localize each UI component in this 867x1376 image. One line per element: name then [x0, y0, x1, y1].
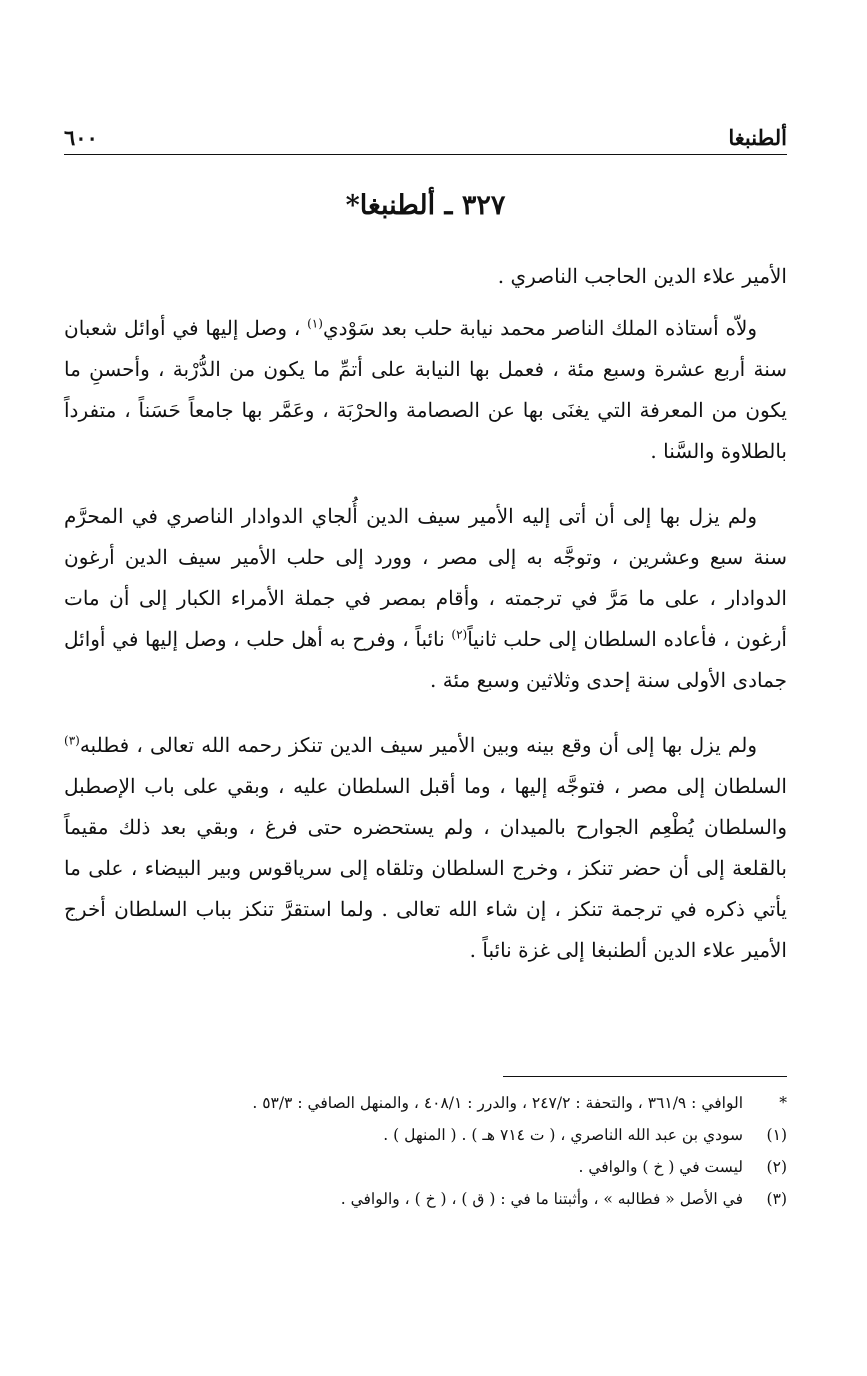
paragraph-2 [64, 496, 787, 701]
running-title: ألطنبغا [728, 125, 787, 150]
entry-title: ٣٢٧ ـ ألطنبغا* [345, 190, 506, 221]
footnote-mark: (١) [766, 1126, 787, 1144]
footnote-mark: (٢) [766, 1158, 787, 1176]
footnote-mark: (٣) [766, 1190, 787, 1208]
paragraph-3 [64, 725, 787, 971]
footnote-text: ليست في ( خ ) والوافي . [578, 1158, 743, 1176]
footnote-text: الوافي : ٣٦١/٩ ، والتحفة : ٢٤٧/٢ ، والدرر : ٤٠٨/١ ، والمنهل الصافي : ٥٣/٣ . [252, 1094, 743, 1112]
footnote-mark: * [779, 1094, 787, 1112]
footnote-ref-3[interactable]: (٣) [64, 733, 80, 748]
entry-body [64, 256, 787, 995]
entry-intro: الأمير علاء الدين الحاجب الناصري . [497, 264, 787, 288]
footnotes-divider [503, 1076, 787, 1077]
footnote-ref-2[interactable]: (٢) [451, 627, 468, 642]
running-header [64, 116, 787, 150]
paragraph-3-text-a: ولم يزل بها إلى أن وقع بينه وبين الأمير سيف الدين تنكز رحمه الله تعالى ، فطلبه [79, 733, 757, 757]
paragraph-2-text-b: نائباً ، وفرح به أهل حلب ، وصل إليها في أوائل جمادى الأولى سنة إحدى وثلاثين وسبع مئة . [64, 627, 787, 692]
footnote-1 [160, 1119, 787, 1151]
footnote-3 [160, 1183, 787, 1215]
paragraph-1 [64, 308, 787, 472]
footnote-ref-1[interactable]: (١) [307, 316, 323, 331]
header-divider [64, 154, 787, 155]
paragraph-1-text-b: ، وصل إليها في أوائل شعبان سنة أربع عشرة وسبع مئة ، فعمل بها النيابة على أتمِّ ما يكون من الدُّرْبة ، وأحسنِ ما يكون من المعرفة التي يغنَى بها عن الصصامة والحرْبَة ، وعَمَّر بها جامعاً حَسَناً ، متفرداً بالطلاوة والسَّنا . [64, 316, 787, 463]
page-number: ٦٠٠ [64, 125, 98, 150]
paragraph-3-text-b: السلطان إلى مصر ، فتوجَّه إليها ، وما أقبل السلطان عليه ، وبقي على باب الإصطبل والسلطان يُطْعِم الجوارح بالميدان ، ولم يستحضره حتى فرغ ، وبقي بعد ذلك مقيماً بالقلعة إلى أن حضر تنكز ، وخرج السلطان وتلقاه إلى سرياقوس وبير البيضاء ، على ما يأتي ذكره في ترجمة تنكز ، إن شاء الله تعالى . ولما استقرَّ تنكز بباب السلطان أخرج الأمير علاء الدين ألطنبغا إلى غزة نائباً . [64, 774, 787, 962]
paragraph-1-text-a: ولاّه أستاذه الملك الناصر محمد نيابة حلب بعد سَوْدي [322, 316, 758, 340]
footnote-2 [160, 1151, 787, 1183]
footnote-sources [160, 1087, 787, 1119]
footnote-text: سودي بن عبد الله الناصري ، ( ت ٧١٤ هـ ) . ( المنهل ) . [383, 1126, 743, 1144]
footnote-text: في الأصل « فطالبه » ، وأثبتنا ما في : ( ق ) ، ( خ ) ، والوافي . [340, 1190, 743, 1208]
paragraph-2-text-a: ولم يزل بها إلى أن أتى إليه الأمير سيف الدين أُلجاي الدوادار الناصري في المحرَّم سنة سبع وعشرين ، وتوجَّه به إلى مصر ، وورد إلى حلب الأمير سيف الدين أرغون الدوادار ، على ما مَرَّ في ترجمته ، وأقام بمصر في جملة الأمراء الكبار إلى أن مات أرغون ، فأعاده السلطان إلى حلب ثانياً [64, 504, 787, 651]
footnotes [160, 1087, 787, 1215]
